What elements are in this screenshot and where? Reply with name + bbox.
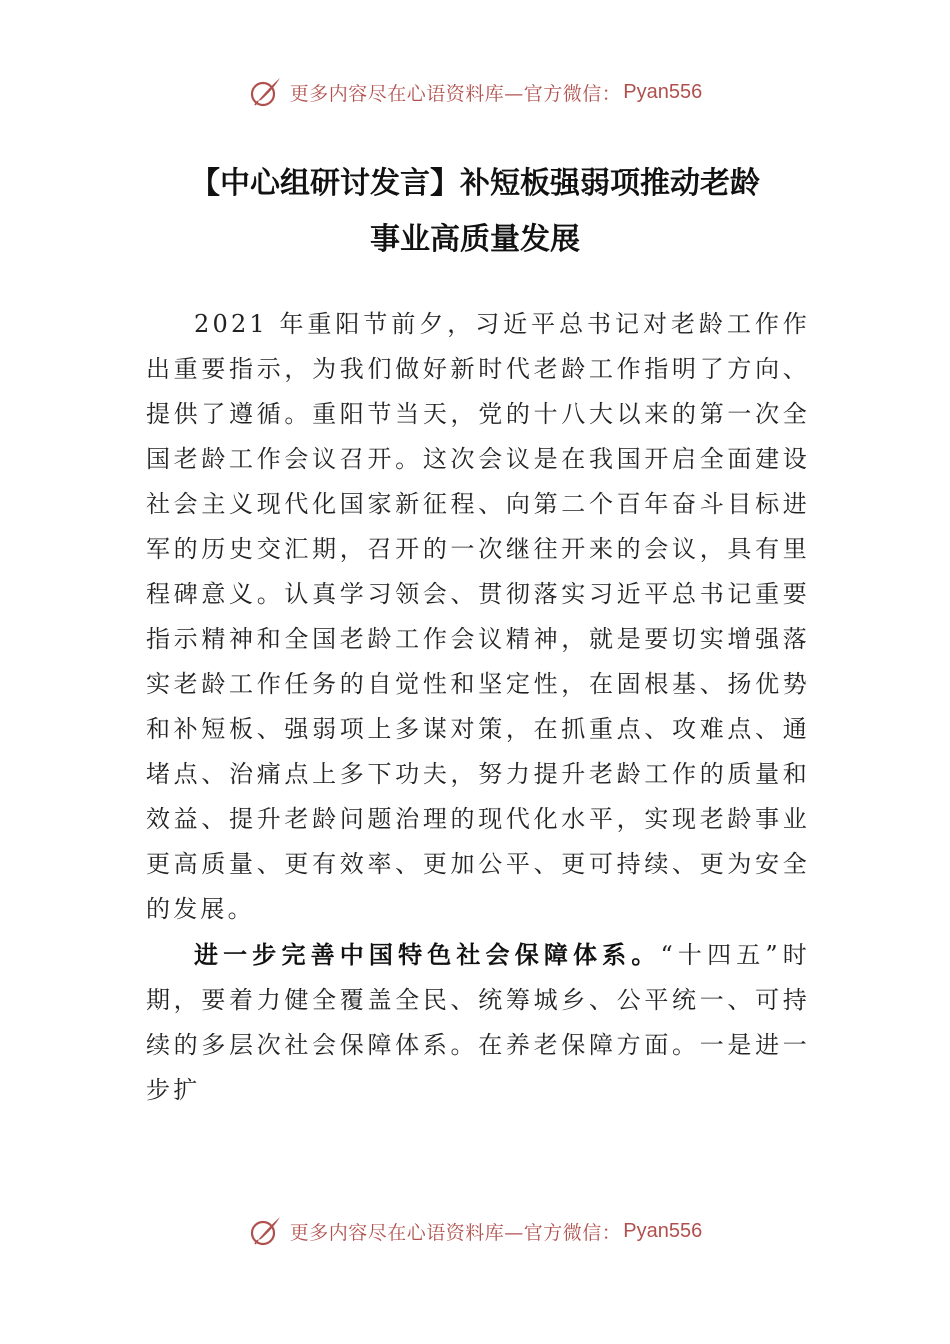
document-body (146, 302, 810, 1113)
watermark-wechat-id: Pyan556 (623, 1219, 703, 1242)
quill-pen-icon (248, 74, 284, 110)
title-line-1: 【中心组研讨发言】补短板强弱项推动老龄 (190, 166, 760, 201)
footer-watermark (0, 1211, 950, 1251)
paragraph-1: 2021 年重阳节前夕，习近平总书记对老龄工作作出重要指示，为我们做好新时代老龄工作指明了方向、提供了遵循。重阳节当天，党的十八大以来的第一次全国老龄工作会议召开。这次会议是在我国开启全面建设社会主义现代化国家新征程、向第二个百年奋斗目标进军的历史交汇期，召开的一次继往开来的会议，具有里程碑意义。认真学习领会、贯彻落实习近平总书记重要指示精神和全国老龄工作会议精神，就是要切实增强落实老龄工作任务的自觉性和坚定性，在固根基、扬优势和补短板、强弱项上多谋对策，在抓重点、攻难点、通堵点、治痛点上多下功夫，努力提升老龄工作的质量和效益、提升老龄问题治理的现代化水平，实现老龄事业更高质量、更有效率、更加公平、更可持续、更为安全的发展。 (146, 310, 810, 923)
watermark-text: 更多内容尽在心语资料库—官方微信： (289, 1221, 622, 1244)
paragraph-2-text: “十四五”时期，要着力健全覆盖全民、统筹城乡、公平统一、可持续的多层次社会保障体系。在养老保障方面。一是进一步扩 (146, 941, 810, 1104)
paragraph-2-lead: 进一步完善中国特色社会保障体系。 (194, 940, 661, 969)
header-watermark (0, 72, 950, 112)
title-line-2: 事业高质量发展 (370, 222, 580, 257)
watermark-wechat-id: Pyan556 (623, 80, 703, 103)
quill-pen-icon (248, 1213, 284, 1249)
watermark-text: 更多内容尽在心语资料库—官方微信： (289, 82, 622, 105)
document-title (120, 156, 830, 268)
paragraph-2 (146, 932, 810, 1113)
